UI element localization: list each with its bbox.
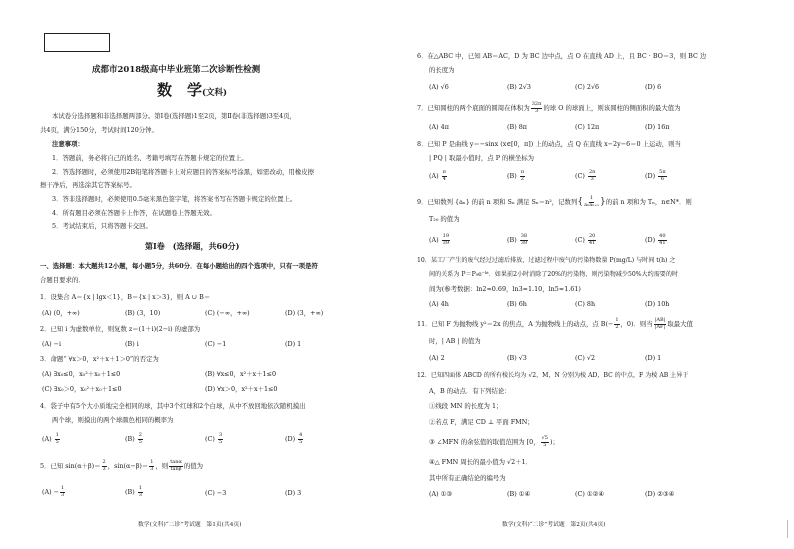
q9-option-a-label: (A)	[429, 236, 439, 244]
q5-option-d: (D) 3	[285, 489, 302, 497]
q11-frac-1	[614, 318, 619, 330]
q12-option-b: (B) ①④	[507, 490, 531, 498]
q11-stem-a: 11．已知 F 为抛物线 y²＝2x 的焦点，A 为抛物线上的动点，点 B(−	[417, 320, 614, 328]
q8-option-d	[645, 170, 668, 182]
q12-stem-1: 12．已知四面体 ABCD 的所有棱长均为 √2，M，N 分别为棱 AD，BC 的中点，F 为棱 AB 上异于	[417, 372, 689, 379]
q9-option-b-label: (B)	[507, 236, 517, 244]
q12-option-a: (A) ①③	[429, 490, 453, 498]
q8-option-c-frac	[588, 170, 596, 182]
section-title: 第Ⅰ卷 (选择题，共60分)	[145, 241, 240, 251]
q4-option-b	[125, 433, 144, 445]
frac-numerator: 40	[659, 233, 666, 239]
q8-option-a	[429, 170, 448, 182]
q8-option-a-frac	[442, 170, 447, 182]
frac-denominator: 5	[55, 438, 59, 445]
q5-stem	[40, 460, 203, 472]
q12-option-d: (D) ②③④	[645, 490, 675, 498]
frac-denominator: 3	[150, 465, 154, 472]
q7-frac	[531, 102, 543, 114]
q2-option-b: (B) i	[125, 340, 139, 348]
frac-denominator: 3	[534, 107, 539, 114]
frac-numerator: 5π	[659, 169, 666, 175]
fold-mark	[787, 520, 788, 538]
q12-conclusion-4: ④△ FMN 周长的最小值为 √2＋1．	[429, 458, 533, 466]
q1-stem: 1．设集合 A＝{x | lgx＜1}，B＝{x | x＞3}，则 A ∪ B＝	[40, 293, 211, 301]
q9-frac	[584, 196, 599, 208]
q10-stem-1: 10．某工厂产生的废气经过过滤后排放，过滤过程中废气的污染物数量 P(mg/L) 与时间 t(h) 之	[417, 257, 676, 264]
frac-denominator: 3	[102, 465, 106, 472]
frac-numerator: 4	[299, 432, 303, 438]
page-footer-2: 数学(文科)“二诊”考试题 第2页(共4页)	[502, 522, 606, 528]
frac-denominator: 39	[520, 239, 528, 246]
q4-stem-2: 两个球，则摸出的两个球颜色相同的概率为	[52, 416, 174, 424]
q5-option-a-label: (A) −	[42, 488, 59, 496]
q7-stem-a: 7．已知圆柱的两个底面的圆周在体积为	[417, 104, 530, 112]
frac-denominator: 5	[218, 438, 223, 445]
q1-option-a: (A) (0，+∞)	[42, 309, 80, 317]
q11-stem-1	[417, 318, 693, 330]
frac-denominator: 39	[442, 239, 450, 246]
instruction-2: 合题目要求的．	[40, 276, 85, 284]
subject-name: 数 学	[157, 81, 203, 99]
frac-denominator: 6	[660, 175, 664, 182]
q11-stem-b: ，0)．则当	[620, 320, 653, 328]
q11-frac-2	[654, 318, 667, 330]
q2-stem: 2．已知 i 为虚数单位，则复数 z＝(1＋i)(2−i) 的虚部为	[40, 325, 201, 333]
q6-stem-1: 6．在△ABC 中，已知 AB＝AC，D 为 BC 边中点，点 O 在直线 AD 上，且 BC · BO＝3，则 BC 边	[417, 52, 707, 60]
frac-denominator: 2	[615, 323, 619, 330]
q9-option-c-frac	[588, 234, 596, 246]
q5-frac-1	[102, 460, 107, 472]
frac-denominator: 3	[138, 491, 142, 498]
q4-option-d-frac	[298, 433, 303, 445]
q8-option-d-frac	[658, 170, 666, 182]
notice-4: 4．所有题目必须在答题卡上作答，在试题卷上答题无效。	[52, 209, 216, 217]
intro-line-1: 本试卷分选择题和非选择题两部分。第Ⅰ卷(选择题)1至2页，第Ⅱ卷(非选择题)3至4页，	[52, 112, 296, 120]
q8-option-c-label: (C)	[575, 172, 585, 180]
q2-option-d: (D) 1	[285, 340, 302, 348]
q8-option-b	[507, 170, 526, 182]
q9-stem-1	[417, 196, 692, 208]
q6-option-b: (B) 2√3	[507, 83, 531, 91]
q7-stem-b: 的球 O 的球面上，则该圆柱的侧面积的最大值为	[543, 104, 681, 112]
q5-frac-2	[149, 460, 154, 472]
frac-numerator: π	[442, 169, 446, 175]
q7-option-a: (A) 4π	[429, 123, 449, 131]
q9-option-d-frac	[658, 234, 666, 246]
frac-numerator: 1	[55, 432, 59, 438]
q11-option-d: (D) 1	[645, 354, 662, 362]
q8-option-b-label: (B)	[507, 172, 517, 180]
q12-c3-b: )；	[549, 438, 559, 446]
q9-option-a	[429, 234, 451, 246]
q6-option-d: (D) 6	[645, 83, 662, 91]
bracket-left: {	[577, 197, 584, 207]
q9-option-b-frac	[520, 234, 528, 246]
frac-numerator: 1	[61, 485, 65, 491]
q9-option-d-label: (D)	[645, 236, 656, 244]
q4-option-c-frac	[218, 433, 223, 445]
q10-option-b: (B) 6h	[507, 300, 527, 308]
frac-denominator: |AF|	[654, 323, 666, 330]
q3-stem: 3．命题“ ∀x＞0，x²＋x＋1＞0”的否定为	[40, 355, 159, 363]
frac-numerator: 2	[102, 459, 106, 465]
frac-denominator: 41	[659, 239, 666, 246]
frac-numerator: π	[520, 169, 525, 175]
notice-title: 注意事项：	[52, 140, 84, 148]
q8-stem-1: 8．已知 P 是曲线 y＝−sinx (x∈[0，π]) 上的动点，点 Q 在直线 x−2y−6＝0 上运动，则当	[417, 140, 681, 148]
q9-option-c-label: (C)	[575, 236, 585, 244]
q4-option-b-label: (B)	[125, 435, 135, 443]
q4-option-a	[42, 433, 61, 445]
q4-option-c-label: (C)	[205, 435, 215, 443]
frac-denominator: tanβ	[170, 465, 182, 472]
q8-stem-2: | PQ | 取最小值时，点 P 的横坐标为	[429, 154, 534, 162]
q9-stem-2: T₂₀ 的值为	[429, 215, 460, 223]
frac-denominator: aₙaₙ₊₁	[584, 201, 599, 208]
frac-denominator: 5	[138, 438, 142, 445]
q5-stem-b: ，sin(α−β)＝	[107, 462, 149, 470]
q7-stem	[417, 102, 681, 114]
q3-option-d: (D) ∀x＞0，x²＋x＋1≤0	[205, 385, 278, 393]
frac-denominator: 3	[61, 491, 65, 498]
q9-option-b	[507, 234, 529, 246]
q8-option-b-frac	[520, 170, 525, 182]
q7-option-d: (D) 16π	[645, 123, 670, 131]
q5-option-b-label: (B)	[125, 488, 135, 496]
notice-5: 5．考试结束后，只将答题卡交回。	[52, 222, 152, 230]
q7-option-b: (B) 8π	[507, 123, 527, 131]
frac-numerator: tanα	[170, 459, 182, 465]
q12-conclusion-2: ②若点 F，满足 CD ⊥ 平面 FMN；	[429, 418, 534, 426]
q11-option-a: (A) 2	[429, 354, 445, 362]
page-2	[397, 0, 794, 549]
frac-denominator: 4	[442, 175, 446, 182]
q10-stem-3: 间为(参考数据：ln2≈0.69，ln3≈1.10，ln5≈1.61)	[429, 285, 581, 293]
q9-option-d	[645, 234, 668, 246]
q8-option-a-label: (A)	[429, 172, 439, 180]
frac-numerator: 1	[138, 485, 142, 491]
instruction-1: 一、选择题：本大题共12小题，每小题5分，共60分．在每小题给出的四个选项中，只有一项是符	[40, 262, 318, 270]
q6-stem-2: 的长度为	[429, 66, 455, 74]
q12-stem-3: 其中所有正确结论的编号为	[429, 474, 506, 482]
q10-stem-2: 间的关系为 P＝P₀e⁻ᵏᵗ．如果前2小时消除了20%的污染物，则污染物减少50%大约需要的时	[429, 271, 679, 278]
q4-option-d	[285, 433, 304, 445]
frac-numerator: 1	[589, 195, 594, 201]
q3-option-a: (A) ∃x₀≤0，x₀²＋x₀＋1≤0	[42, 370, 121, 378]
q12-c3-frac	[541, 436, 549, 448]
intro-line-2: 共4页，满分150分，考试时间120分钟。	[40, 126, 158, 134]
q2-option-a: (A) −i	[42, 340, 62, 348]
q6-option-c: (C) 2√6	[575, 83, 600, 91]
q8-option-c	[575, 170, 597, 182]
exam-title: 成都市2018级高中毕业班第二次诊断性检测	[92, 65, 261, 75]
notice-1: 1．答题前，务必将自己的姓名、考籍号填写在答题卡规定的位置上。	[52, 154, 248, 162]
q12-c3-a: ③ ∠MFN 的余弦值的取值范围为 [0，	[429, 438, 540, 446]
page-footer-1: 数学(文科)“二诊”考试题 第1页(共4页)	[138, 522, 242, 528]
frac-numerator: 1	[150, 459, 154, 465]
frac-numerator: 1	[615, 317, 619, 323]
frac-denominator: 5	[543, 441, 547, 448]
notice-2: 2．答选择题时，必须使用2B铅笔将答题卡上对应题目的答案标号涂黑，如需改动，用橡皮擦	[52, 168, 315, 176]
q12-stem-2: A，B 的动点．有下列结论：	[429, 387, 511, 395]
q4-option-a-label: (A)	[42, 435, 52, 443]
q1-option-d: (D) (3，+∞)	[285, 309, 324, 317]
frac-numerator: √5	[541, 435, 548, 441]
frac-numerator: 19	[442, 233, 450, 239]
q6-option-a: (A) √6	[429, 83, 449, 91]
q5-option-b	[125, 486, 144, 498]
q4-option-a-frac	[55, 433, 60, 445]
q9-option-c	[575, 234, 597, 246]
q2-option-c: (C) −1	[205, 340, 227, 348]
q11-option-b: (B) √3	[507, 354, 527, 362]
q10-option-a: (A) 4h	[429, 300, 449, 308]
frac-denominator: 5	[299, 438, 303, 445]
q11-stem-2: 时，| AB | 的值为	[429, 337, 481, 345]
q5-stem-a: 5．已知 sin(α＋β)＝	[40, 462, 101, 470]
q5-stem-c: ，则	[155, 462, 169, 470]
q10-option-c: (C) 8h	[575, 300, 596, 308]
q12-option-c: (C) ①②④	[575, 490, 605, 498]
notice-3: 3．答非选择题时，必须使用0.5毫米黑色签字笔，将答案书写在答题卡规定的位置上。	[52, 195, 297, 203]
q4-stem-1: 4．袋子中有5个大小质地完全相同的球，其中3个红球和2个白球，从中不放回地依次随机摸出	[40, 402, 306, 410]
subject-title	[157, 79, 227, 100]
q3-option-b: (B) ∀x≤0，x²＋x＋1≤0	[205, 370, 277, 378]
q7-option-c: (C) 12π	[575, 123, 600, 131]
frac-denominator: 3	[590, 175, 594, 182]
q3-option-c: (C) ∃x₀＞0，x₀²＋x₀＋1≤0	[42, 385, 122, 393]
q1-option-b: (B) (3，10)	[125, 309, 161, 317]
q12-conclusion-1: ①线段 MN 的长度为 1；	[429, 402, 503, 410]
q1-option-c: (C) (−∞，+∞)	[205, 309, 250, 317]
q5-option-a-frac	[60, 486, 65, 498]
q5-option-c: (C) −3	[205, 489, 227, 497]
q9-stem-b: 的前 n 项和为 Tₙ，n∈N*．则	[605, 198, 692, 206]
q5-option-b-frac	[138, 486, 143, 498]
q11-stem-c: 取最大值	[667, 320, 693, 328]
q5-frac-3	[169, 460, 183, 472]
q4-option-b-frac	[138, 433, 143, 445]
frac-numerator: 38	[520, 233, 528, 239]
q9-stem-a: 9．已知数列 {aₙ} 的前 n 项和 Sₙ 满足 Sₙ＝n²，记数列	[417, 198, 578, 206]
frac-numerator: 32π	[531, 101, 542, 107]
frac-numerator: 2π	[588, 169, 596, 175]
frac-denominator: 41	[588, 239, 596, 246]
notice-2-cont: 擦干净后，再选涂其它答案标号。	[40, 181, 136, 189]
frac-numerator: 20	[588, 233, 596, 239]
q11-option-c: (C) √2	[575, 354, 596, 362]
frac-numerator: 3	[218, 432, 223, 438]
q9-option-a-frac	[442, 234, 450, 246]
subject-suffix: (文科)	[202, 88, 228, 98]
q5-stem-d: 的值为	[183, 462, 203, 470]
bracket-right: }	[600, 197, 606, 207]
frac-denominator: 2	[520, 175, 524, 182]
q5-option-a	[42, 486, 66, 498]
q10-option-d: (D) 10h	[645, 300, 670, 308]
q8-option-d-label: (D)	[645, 172, 656, 180]
frac-numerator: |AB|	[654, 317, 666, 323]
q4-option-c	[205, 433, 224, 445]
q4-option-d-label: (D)	[285, 435, 296, 443]
frac-numerator: 2	[138, 432, 142, 438]
q12-conclusion-3	[429, 436, 559, 448]
